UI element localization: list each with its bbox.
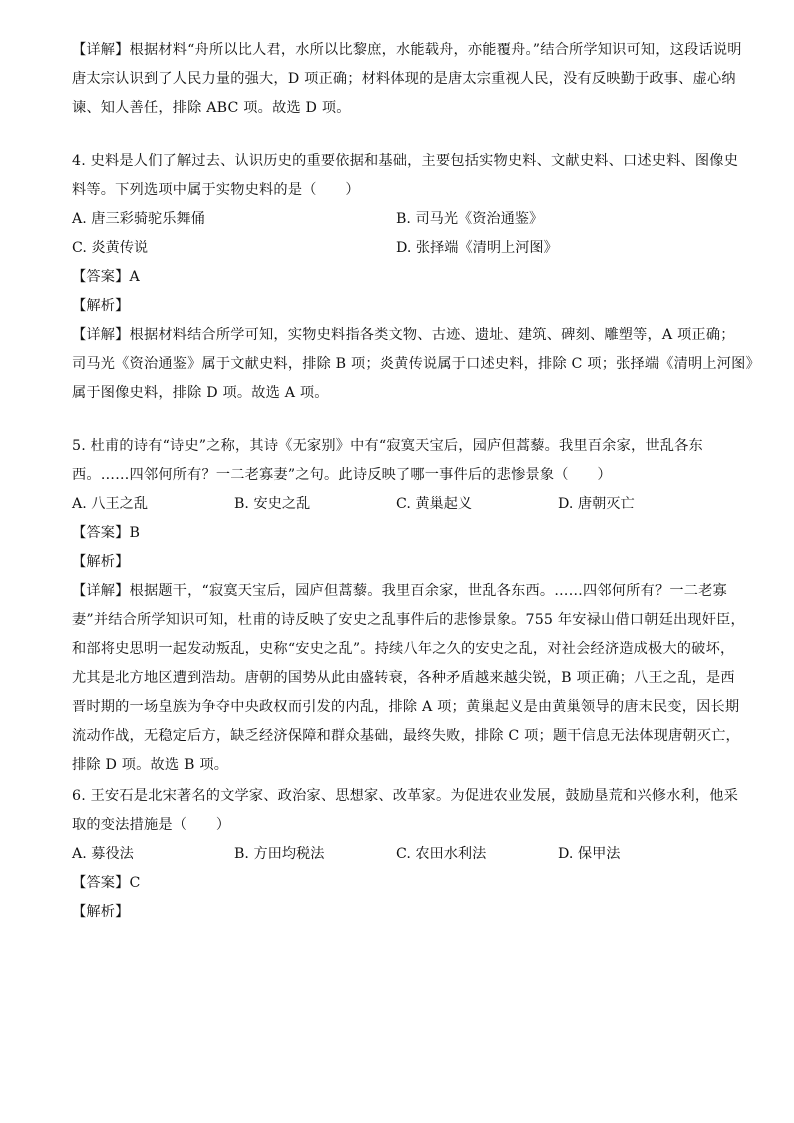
analysis-label: 【解析】 xyxy=(72,904,130,920)
option-c: C. 黄巢起义 xyxy=(396,496,473,512)
option-a: A. 唐三彩骑驼乐舞俑 xyxy=(72,211,205,227)
options-row xyxy=(72,205,732,234)
question-stem: 料等。下列选项中属于实物史料的是（ ） xyxy=(72,182,360,198)
q3-detail xyxy=(72,36,742,123)
options-row xyxy=(72,490,732,519)
option-a: A. 募役法 xyxy=(72,846,134,862)
detail-line: 【详解】根据材料结合所学可知，实物史料指各类文物、古迹、遗址、建筑、碑刻、雕塑等，A 项正确； xyxy=(72,327,735,343)
question-stem: 取的变法措施是（ ） xyxy=(72,817,231,833)
option-b: B. 安史之乱 xyxy=(234,496,311,512)
option-b: B. 方田均税法 xyxy=(234,846,325,862)
question-5 xyxy=(72,432,745,780)
question-stem: 5. 杜甫的诗有“诗史”之称，其诗《无家别》中有“寂寞天宝后，园庐但蒿藜。我里百余家，世乱各东 xyxy=(72,438,703,454)
question-6 xyxy=(72,782,739,927)
detail-line: 排除 D 项。故选 B 项。 xyxy=(72,757,229,773)
detail-line: 晋时期的一场皇族为争夺中央政权而引发的内乱，排除 A 项；黄巢起义是由黄巢领导的唐末民变，因长期 xyxy=(72,699,740,715)
detail-line: 妻”并结合所学知识可知，杜甫的诗反映了安史之乱事件后的悲惨景象。755 年安禄山借口朝廷出现奸臣， xyxy=(72,612,745,628)
analysis-label: 【解析】 xyxy=(72,298,130,314)
detail-line: 【详解】根据题干，“寂寞天宝后，园庐但蒿藜。我里百余家，世乱各东西。……四邻何所有？一二老寡 xyxy=(72,583,727,599)
answer-line: 【答案】A xyxy=(72,269,140,285)
question-stem: 6. 王安石是北宋著名的文学家、政治家、思想家、改革家。为促进农业发展，鼓励垦荒和兴修水利，他采 xyxy=(72,788,739,804)
options-row xyxy=(72,840,732,869)
detail-line: 【详解】根据材料“舟所以比人君，水所以比黎庶，水能载舟，亦能覆舟。”结合所学知识可知，这段话说明 xyxy=(72,42,742,58)
question-4 xyxy=(72,147,760,408)
options-row xyxy=(72,234,732,263)
question-stem: 4. 史料是人们了解过去、认识历史的重要依据和基础，主要包括实物史料、文献史料、口述史料、图像史 xyxy=(72,153,739,169)
detail-line: 属于图像史料，排除 D 项。故选 A 项。 xyxy=(72,385,329,401)
question-stem: 西。……四邻何所有？一二老寡妻”之句。此诗反映了哪一事件后的悲惨景象（ ） xyxy=(72,467,612,483)
option-a: A. 八王之乱 xyxy=(72,496,149,512)
detail-line: 尤其是北方地区遭到浩劫。唐朝的国势从此由盛转衰，各种矛盾越来越尖锐，B 项正确；八王之乱，是西 xyxy=(72,670,735,686)
option-c: C. 炎黄传说 xyxy=(72,240,149,256)
detail-line: 谏、知人善任，排除 ABC 项。故选 D 项。 xyxy=(72,100,351,116)
detail-line: 司马光《资治通鉴》属于文献史料，排除 B 项；炎黄传说属于口述史料，排除 C 项；张择端《清明上河图》 xyxy=(72,356,760,372)
document-page xyxy=(72,36,760,927)
answer-line: 【答案】B xyxy=(72,525,141,541)
option-c: C. 农田水利法 xyxy=(396,846,487,862)
option-b: B. 司马光《资治通鉴》 xyxy=(396,211,544,227)
answer-line: 【答案】C xyxy=(72,875,141,891)
detail-line: 唐太宗认识到了人民力量的强大，D 项正确；材料体现的是唐太宗重视人民，没有反映勤于政事、虚心纳 xyxy=(72,71,736,87)
option-d: D. 张择端《清明上河图》 xyxy=(396,240,558,256)
detail-line: 和部将史思明一起发动叛乱，史称“安史之乱”。持续八年之久的安史之乱，对社会经济造成极大的破坏， xyxy=(72,641,735,657)
option-d: D. 保甲法 xyxy=(558,846,621,862)
analysis-label: 【解析】 xyxy=(72,554,130,570)
detail-line: 流动作战，无稳定后方，缺乏经济保障和群众基础，最终失败，排除 C 项；题干信息无法体现唐朝灭亡， xyxy=(72,728,740,744)
option-d: D. 唐朝灭亡 xyxy=(558,496,635,512)
